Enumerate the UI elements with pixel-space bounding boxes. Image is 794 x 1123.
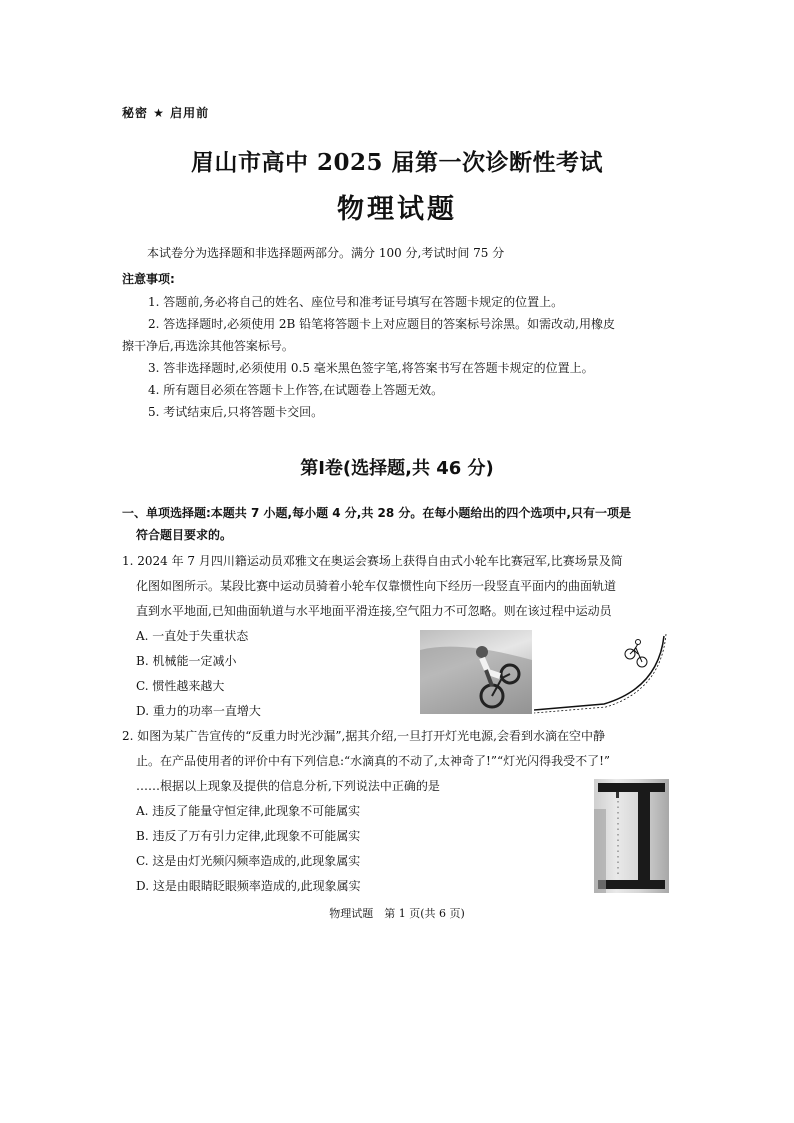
question-2-option-a: A. 违反了能量守恒定律,此现象不可能属实 xyxy=(136,804,361,818)
part1-heading xyxy=(122,502,672,546)
part1-heading-line: 一、单项选择题:本题共 7 小题,每小题 4 分,共 28 分。在每小题给出的四个选项中,只有一项是 xyxy=(122,506,631,520)
question-2-option-b: B. 违反了万有引力定律,此现象不可能属实 xyxy=(136,829,361,843)
section-title: 第Ⅰ卷(选择题,共 46 分) xyxy=(300,458,494,479)
notice-item: 4. 所有题目必须在答题卡上作答,在试题卷上答题无效。 xyxy=(148,383,444,397)
question-1-stem-line: 化图如图所示。某段比赛中运动员骑着小轮车仅靠惯性向下经历一段竖直平面内的曲面轨道 xyxy=(136,579,617,593)
notice-item: 1. 答题前,务必将自己的姓名、座位号和准考证号填写在答题卡规定的位置上。 xyxy=(148,295,564,309)
curved-track-diagram xyxy=(534,630,674,714)
bmx-rider-image xyxy=(420,630,532,714)
question-1-stem xyxy=(122,549,672,624)
notice-item: 2. 答选择题时,必须使用 2B 铅笔将答题卡上对应题目的答案标号涂黑。如需改动,用橡皮 xyxy=(148,317,615,331)
exam-title: 眉山市高中 2025 届第一次诊断性考试 xyxy=(190,149,604,176)
question-2-option-c: C. 这是由灯光频闪频率造成的,此现象属实 xyxy=(136,854,361,868)
anti-gravity-hourglass-image xyxy=(594,779,669,893)
question-1-option-a: A. 一直处于失重状态 xyxy=(136,629,249,643)
confidential-label: 秘密 ★ 启用前 xyxy=(122,106,210,120)
page-footer: 物理试题 第 1 页(共 6 页) xyxy=(329,907,465,920)
question-2-stem-line: ……根据以上现象及提供的信息分析,下列说法中正确的是 xyxy=(136,779,440,793)
question-2-option-d: D. 这是由眼睛眨眼频率造成的,此现象属实 xyxy=(136,879,361,893)
question-1-stem-line: 1. 2024 年 7 月四川籍运动员邓雅文在奥运会赛场上获得自由式小轮车比赛冠军,比赛场景及简 xyxy=(122,554,623,568)
question-2-stem-line: 止。在产品使用者的评价中有下列信息:“水滴真的不动了,太神奇了!”“灯光闪得我受不了!” xyxy=(136,754,611,768)
question-1-option-b: B. 机械能一定减小 xyxy=(136,654,237,668)
question-2-stem xyxy=(122,724,672,799)
exam-intro: 本试卷分为选择题和非选择题两部分。满分 100 分,考试时间 75 分 xyxy=(147,246,505,260)
part1-heading-line: 符合题目要求的。 xyxy=(136,528,233,542)
notice-list xyxy=(122,291,670,423)
bmx-photo xyxy=(420,630,532,714)
notice-item-continued: 擦干净后,再选涂其他答案标号。 xyxy=(122,339,294,353)
question-1-option-c: C. 惯性越来越大 xyxy=(136,679,225,693)
question-2-stem-line: 2. 如图为某广告宣传的“反重力时光沙漏”,据其介绍,一旦打开灯光电源,会看到水滴在空中静 xyxy=(122,729,605,743)
question-1-stem-line: 直到水平地面,已知曲面轨道与水平地面平滑连接,空气阻力不可忽略。则在该过程中运动员 xyxy=(136,604,612,618)
notice-item: 5. 考试结束后,只将答题卡交回。 xyxy=(148,405,324,419)
hourglass-photo xyxy=(594,779,669,893)
notice-heading: 注意事项: xyxy=(122,272,175,286)
notice-item: 3. 答非选择题时,必须使用 0.5 毫米黑色签字笔,将答案书写在答题卡规定的位置上。 xyxy=(148,361,594,375)
subject-title: 物理试题 xyxy=(337,194,457,225)
question-1-option-d: D. 重力的功率一直增大 xyxy=(136,704,261,718)
